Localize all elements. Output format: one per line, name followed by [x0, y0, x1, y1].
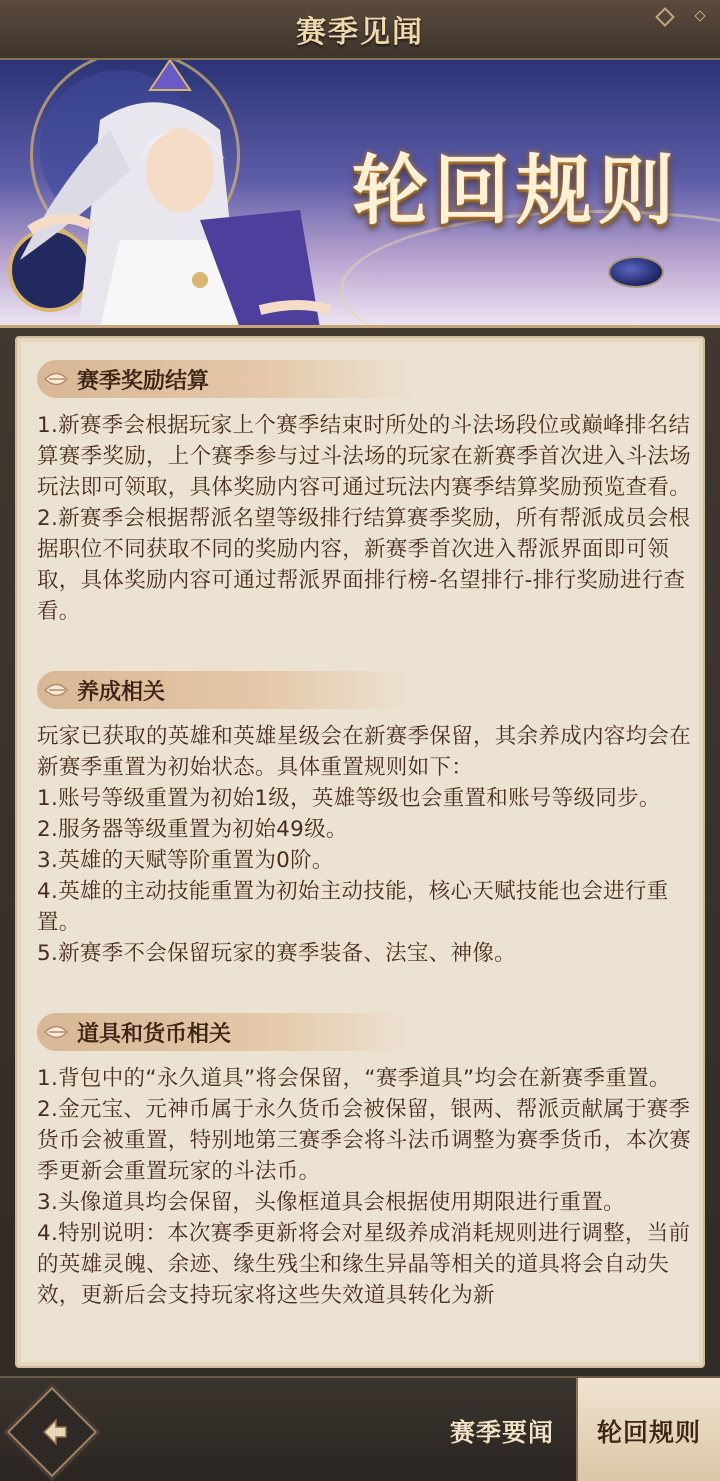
character-illustration: [0, 60, 360, 328]
rule-paragraph: 2.金元宝、元神币属于永久货币会被保留，银两、帮派贡献属于赛季货币会被重置，特别地第三赛季会将斗法币调整为赛季货币，本次赛季更新会重置玩家的斗法币。: [37, 1097, 692, 1184]
rule-paragraph: 4.特别说明：本次赛季更新将会对星级养成消耗规则进行调整，当前的英雄灵魄、余迹、缘生残尘和缘生异晶等相关的道具将会自动失效，更新后会支持玩家将这些失效道具转化为新: [37, 1221, 691, 1308]
rule-paragraph: 3.头像道具均会保留，头像框道具会根据使用期限进行重置。: [37, 1190, 625, 1215]
rule-paragraph: 4.英雄的主动技能重置为初始主动技能，核心天赋技能也会进行重置。: [37, 879, 669, 935]
rule-paragraph: 1.背包中的“永久道具”将会保留，“赛季道具”均会在新赛季重置。: [37, 1066, 671, 1091]
rule-paragraph: 5.新赛季不会保留玩家的赛季装备、法宝、神像。: [37, 941, 516, 966]
banner-title: 轮回规则: [352, 146, 680, 235]
back-button[interactable]: [7, 1387, 98, 1478]
bottom-nav: [0, 1376, 720, 1481]
section-title: 赛季奖励结算: [77, 368, 210, 394]
section-season-rewards: [37, 360, 691, 627]
ornament-icon: [694, 10, 705, 21]
title-bar: [0, 0, 720, 60]
section-header: [37, 671, 417, 709]
section-title: 养成相关: [77, 679, 166, 705]
rule-paragraph: 2.服务器等级重置为初始49级。: [37, 817, 348, 842]
section-title: 道具和货币相关: [77, 1021, 232, 1047]
leaf-icon: [43, 366, 69, 392]
orb-icon: [608, 256, 664, 288]
tab-rebirth-rules[interactable]: 轮回规则: [576, 1378, 720, 1481]
rule-paragraph: 3.英雄的天赋等阶重置为0阶。: [37, 848, 334, 873]
rules-content: [37, 360, 691, 1355]
rule-paragraph: 1.账号等级重置为初始1级，英雄等级也会重置和账号等级同步。: [37, 786, 661, 811]
window-title: 赛季见闻: [296, 15, 424, 50]
section-header: [37, 1013, 417, 1051]
section-items-currency: [37, 1013, 691, 1311]
rule-paragraph: 2.新赛季会根据帮派名望等级排行结算赛季奖励，所有帮派成员会根据职位不同获取不同的奖励内容，新赛季首次进入帮派界面即可领取，具体奖励内容可通过帮派界面排行榜-名望排行-排行奖励进行查看。: [37, 506, 691, 624]
rule-paragraph: 1.新赛季会根据玩家上个赛季结束时所处的斗法场段位或巅峰排名结算赛季奖励，上个赛季参与过斗法场的玩家在新赛季首次进入斗法场玩法即可领取，具体奖励内容可通过玩法内赛季结算奖励预览查看。: [37, 413, 692, 500]
section-header: [37, 360, 417, 398]
ornament-icon: [655, 7, 675, 27]
leaf-icon: [43, 677, 69, 703]
leaf-icon: [43, 1019, 69, 1045]
tab-season-news[interactable]: 赛季要闻: [449, 1417, 554, 1447]
rules-panel[interactable]: [15, 336, 705, 1368]
rule-paragraph: 玩家已获取的英雄和英雄星级会在新赛季保留，其余养成内容均会在新赛季重置为初始状态。具体重置规则如下：: [37, 724, 692, 780]
back-arrow-icon: [22, 1402, 82, 1462]
section-development: [37, 671, 691, 969]
header-banner: [0, 60, 720, 328]
